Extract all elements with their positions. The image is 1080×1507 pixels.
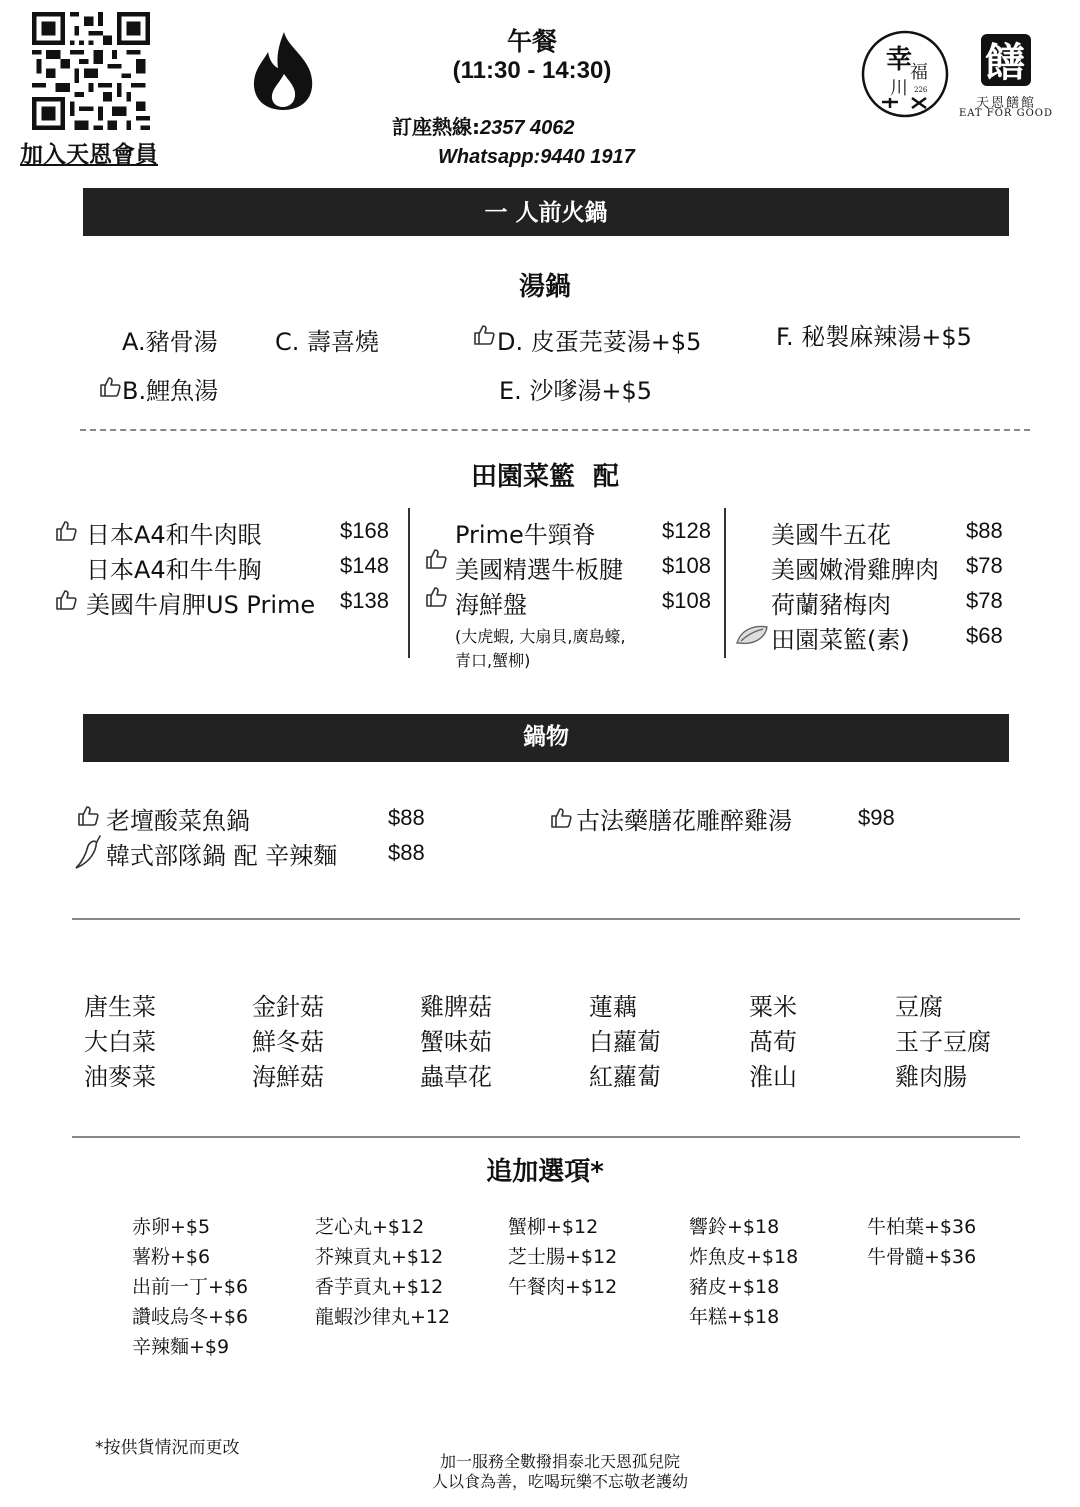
- column-divider: [724, 508, 726, 658]
- section-divider: [72, 1136, 1020, 1138]
- thumbs-up-icon: [54, 588, 78, 612]
- meat-price: $148: [340, 553, 389, 578]
- meat-name: 美國牛五花: [771, 521, 891, 549]
- pot-price: $88: [388, 840, 425, 865]
- vegetable-item: 紅蘿蔔: [589, 1063, 661, 1091]
- meat-price: $128: [662, 518, 711, 543]
- qr-code[interactable]: [30, 12, 152, 130]
- vegetable-item: 粟米: [749, 993, 797, 1021]
- column-divider: [408, 508, 410, 658]
- addon-item: 年糕+$18: [689, 1306, 780, 1328]
- addon-item: 出前一丁+$6: [132, 1276, 249, 1298]
- thumbs-up-icon: [98, 375, 122, 399]
- pot-name: 老壇酸菜魚鍋: [106, 807, 250, 835]
- vegetable-item: 萵荀: [749, 1028, 797, 1056]
- vegetable-item: 油麥菜: [84, 1063, 156, 1091]
- section-divider: [80, 429, 1030, 431]
- addon-item: 芝士腸+$12: [508, 1246, 618, 1268]
- availability-note: *按供貨情況而更改: [95, 1438, 240, 1458]
- chili-icon: [72, 834, 104, 870]
- thumbs-up-icon: [424, 585, 448, 609]
- soup-item: D. 皮蛋芫荽湯+$5: [497, 328, 702, 356]
- addons-title: 追加選項*: [486, 1157, 604, 1187]
- addon-item: 龍蝦沙律丸+12: [315, 1306, 451, 1328]
- meat-price: $78: [966, 588, 1003, 613]
- seafood-note: (大虎蝦, 大扇貝,廣島蠔,: [455, 627, 626, 646]
- meat-name: 荷蘭豬梅肉: [771, 591, 891, 619]
- thumbs-up-icon: [472, 323, 496, 347]
- vegetable-item: 雞脾菇: [420, 993, 492, 1021]
- meat-price: $108: [662, 588, 711, 613]
- basket-title: 田園菜籃 配: [470, 462, 620, 492]
- pot-section-bar: 鍋物: [83, 714, 1009, 762]
- meat-name: 美國牛肩胛US Prime: [86, 591, 316, 619]
- meat-price: $88: [966, 518, 1003, 543]
- booking-hotline: [392, 111, 702, 140]
- addon-item: 赤卵+$5: [132, 1216, 211, 1238]
- addon-item: 薯粉+$6: [132, 1246, 211, 1268]
- addon-item: 炸魚皮+$18: [689, 1246, 799, 1268]
- svg-text:川: 川: [890, 78, 908, 99]
- soup-item: F. 秘製麻辣湯+$5: [776, 323, 972, 351]
- soup-item: E. 沙嗲湯+$5: [499, 377, 653, 405]
- vegetable-item: 蟹味茹: [420, 1028, 492, 1056]
- vegetable-item: 鮮冬菇: [252, 1028, 324, 1056]
- svg-text:福: 福: [910, 62, 928, 83]
- addon-item: 響鈴+$18: [689, 1216, 780, 1238]
- meat-name: 田園菜籃(素): [771, 626, 910, 654]
- meat-name: 日本A4和牛牛胸: [86, 556, 262, 584]
- logo-english-name: EAT FOR GOOD: [958, 108, 1054, 119]
- seafood-note: 青口,蟹柳): [455, 651, 531, 670]
- meat-name: Prime牛頸脊: [455, 521, 596, 549]
- addon-item: 芥辣貢丸+$12: [315, 1246, 444, 1268]
- addon-item: 豬皮+$18: [689, 1276, 780, 1298]
- meat-name: 美國嫩滑雞脾肉: [771, 556, 939, 584]
- addon-item: 香芋貢丸+$12: [315, 1276, 444, 1298]
- phone-label: 訂座熱線:: [392, 115, 480, 139]
- meat-price: $138: [340, 588, 389, 613]
- eat-for-good-logo: [975, 30, 1035, 90]
- pot-name: 韓式部隊鍋 配 辛辣麵: [106, 842, 338, 870]
- phone-number[interactable]: 2357 4062: [480, 117, 575, 139]
- addon-item: 牛柏葉+$36: [867, 1216, 977, 1238]
- vegetable-item: 金針菇: [252, 993, 324, 1021]
- soup-item: A.豬骨湯: [122, 328, 218, 356]
- vegetable-item: 淮山: [749, 1063, 797, 1091]
- happiness-cafe-logo: [860, 28, 950, 120]
- thumbs-up-icon: [76, 804, 100, 828]
- slogan-note: 人以食為善，吃喝玩樂不忘敬老護幼: [431, 1472, 688, 1491]
- soup-title: 湯鍋: [518, 272, 571, 302]
- fire-icon: [250, 30, 316, 112]
- vegetable-item: 白蘿蔔: [589, 1028, 661, 1056]
- whatsapp-number[interactable]: Whatsapp:9440 1917: [438, 146, 635, 168]
- addon-item: 蟹柳+$12: [508, 1216, 599, 1238]
- vegetable-item: 雞肉腸: [895, 1063, 967, 1091]
- meat-name: 日本A4和牛肉眼: [86, 521, 262, 549]
- vegetable-item: 玉子豆腐: [895, 1028, 991, 1056]
- addon-item: 讚岐烏冬+$6: [132, 1306, 249, 1328]
- svg-text:226: 226: [914, 86, 928, 94]
- vegetable-item: 豆腐: [895, 993, 943, 1021]
- svg-text:幸: 幸: [886, 45, 913, 75]
- meat-price: $68: [966, 623, 1003, 648]
- hotpot-section-bar: 一 人前火鍋: [83, 188, 1009, 236]
- logo-chinese-name: 天恩饍館: [975, 96, 1036, 111]
- join-member-link[interactable]: 加入天恩會員: [20, 142, 158, 168]
- thumbs-up-icon: [54, 519, 78, 543]
- meal-time: (11:30 - 14:30): [452, 57, 612, 84]
- thumbs-up-icon: [424, 547, 448, 571]
- addon-item: 芝心丸+$12: [315, 1216, 425, 1238]
- meat-price: $168: [340, 518, 389, 543]
- thumbs-up-icon: [549, 806, 573, 830]
- leaf-icon: [735, 623, 769, 647]
- donation-note: 加一服務全數撥捐泰北天恩孤兒院: [439, 1452, 680, 1471]
- meat-price: $108: [662, 553, 711, 578]
- soup-item: C. 壽喜燒: [275, 328, 380, 356]
- addon-item: 牛骨髓+$36: [867, 1246, 977, 1268]
- pot-price: $88: [388, 805, 425, 830]
- vegetable-item: 唐生菜: [84, 993, 156, 1021]
- meat-price: $78: [966, 553, 1003, 578]
- vegetable-item: 蟲草花: [420, 1063, 492, 1091]
- meat-name: 海鮮盤: [455, 591, 527, 619]
- section-divider: [72, 918, 1020, 920]
- pot-price: $98: [858, 805, 895, 830]
- vegetable-item: 蓮藕: [589, 993, 637, 1021]
- meat-name: 美國精選牛板腱: [455, 556, 623, 584]
- soup-item: B.鯉魚湯: [122, 377, 219, 405]
- svg-text:饍: 饍: [985, 39, 1025, 86]
- pot-name: 古法藥膳花雕醉雞湯: [576, 807, 792, 835]
- vegetable-item: 海鮮菇: [252, 1063, 324, 1091]
- addon-item: 辛辣麵+$9: [132, 1336, 230, 1358]
- addon-item: 午餐肉+$12: [508, 1276, 618, 1298]
- meal-title: 午餐: [506, 27, 557, 56]
- vegetable-item: 大白菜: [84, 1028, 156, 1056]
